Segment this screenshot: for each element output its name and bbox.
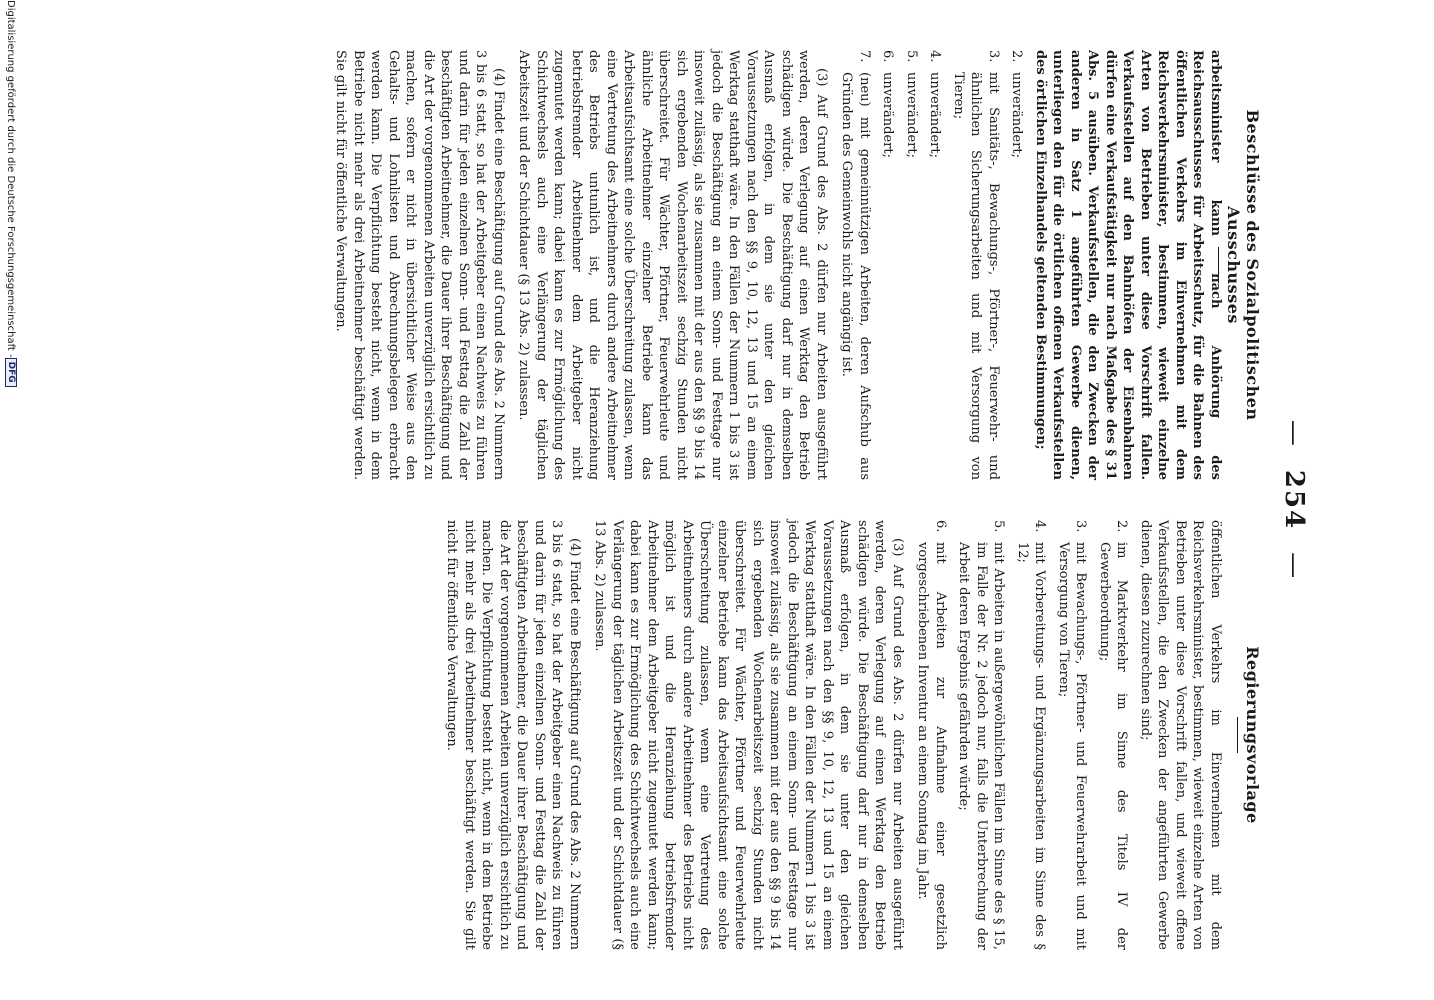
government-intro: öffentlichen Verkehrs im Einvernehmen mit dem Reichsverkehrsminister, bestimmen, wieweit einzelne Arten von Betrieben unter diese Vorschrift fallen, und wieweit offene Verkaufsstellen, die den Zwecken der angeführten Gewerbe dienen, diesen zuzurechnen sind; (1138, 520, 1223, 950)
government-item (1014, 520, 1049, 950)
item-text: unverändert; (1009, 72, 1025, 158)
committee-column (332, 50, 1224, 480)
item-number: 5. (904, 50, 919, 63)
government-column (443, 520, 1224, 950)
committee-column-heading: Beschlüsse des Sozialpolitischen Ausschusses (1218, 50, 1262, 480)
committee-item (879, 50, 897, 480)
item-number: 3. (986, 50, 1001, 63)
government-item (914, 520, 949, 950)
item-number: 6. (933, 520, 948, 533)
committee-paragraph-4: (4) Findet eine Beschäftigung auf Grund des Abs. 2 Nummern 3 bis 6 statt, so hat der Arbeitgeber einen Nachweis zu führen und darin für jeden einzelnen Sonn- und Festtag die Zahl der beschäftigten Arbeitnehmer, die Dauer ihrer Beschäftigung und die Art der vorgenommenen Arbeiten unverzüglich ersichtlich zu machen, sofern er nicht in übersichtlicher Weise aus den Gehalts- und Lohnlisten und Abrechnungsbelegen erbracht werden kann. Die Verpflichtung besteht nicht, wenn in dem Betriebe nicht mehr als drei Arbeitnehmer beschäftigt werden. Sie gilt nicht für öffentliche Verwaltungen. (333, 50, 506, 480)
item-text: mit Arbeiten in außergewöhnlichen Fällen im Sinne des § 15, im Falle der Nr. 2 jedoch nur, falls die Unterbrechung der Arbeit deren Ergebnis gefährden würde; (956, 542, 1007, 950)
item-number: 5. (991, 520, 1007, 533)
committee-item (950, 50, 1003, 480)
item-number: 3. (1073, 520, 1089, 533)
government-paragraph-3: (3) Auf Grund des Abs. 2 dürfen nur Arbeiten ausgeführt werden, deren Verlegung auf einen Werktag den Betrieb schädigen würde. Die Beschäftigung darf nur in demselben Ausmaß erfolgen, in dem sie unter den gleichen Voraussetzungen nach den §§ 9, 10, 12, 13 und 15 an einem Werktag statthaft wäre. In den Fällen der Nummern 1 bis 3 ist jedoch die Beschäftigung an einem Sonn- und Festtage nur insoweit zulässig, als sie zusammen mit der aus den §§ 9 bis 14 sich ergebenden Wochenarbeitszeit sechzig Stunden nicht überschreitet. Für Wächter, Pförtner und Feuerwehrleute einzelner Betriebe kann das Arbeitsaufsichtsamt eine solche Überschreitung zulassen, wenn eine Vertretung des Arbeitnehmers durch andere Arbeitnehmer des Betriebs nicht möglich ist und die Heranziehung betriebsfremder Arbeitnehmer dem Arbeitgeber nicht zugemutet werden kann; dabei kann es zur Ermöglichung des Schichtwechsels auch eine Verlängerung der täglichen Arbeitszeit und der Schichtdauer (§ 13 Abs. 2) zulassen. (592, 520, 905, 950)
item-text: mit Vorbereitungs- und Ergänzungsarbeiten im Sinne des § 12; (1015, 542, 1048, 950)
committee-item (903, 50, 921, 480)
credit-text: Digitalisierung gefördert durch die Deutsche Forschungsgemeinschaft - (5, 0, 17, 358)
committee-paragraph-3: (3) Auf Grund des Abs. 2 dürfen nur Arbeiten ausgeführt werden, deren Verlegung auf einen Werktag den Betrieb schädigen würde. Die Beschäftigung darf nur in demselben Ausmaß erfolgen, in dem sie unter den gleichen Voraussetzungen nach den §§ 9, 10, 12, 13 und 15 an einem Werktag statthaft wäre. In den Fällen der Nummern 1 bis 3 ist jedoch die Beschäftigung an einem Sonn- und Festtage nur insoweit zulässig, als sie zusammen mit der aus den §§ 9 bis 14 sich ergebenden Wochenarbeitszeit sechzig Stunden nicht überschreitet. Für Wächter, Pförtner, Feuerwehrleute und ähnliche Arbeitnehmer einzelner Betriebe kann das Arbeitsaufsichtsamt eine solche Überschreitung zulassen, wenn eine Vertretung des Arbeitnehmers durch andere Arbeitnehmer des Betriebs untunlich ist, und die Heranziehung betriebsfremder Arbeitnehmer dem Arbeitgeber nicht zugemutet werden kann; dabei kann es zur Ermöglichung des Schichtwechsels auch eine Verlängerung der täglichen Arbeitszeit und der Schichtdauer (§ 13 Abs. 2) zulassen. (516, 50, 829, 480)
item-number: 6. (880, 50, 896, 63)
dfg-logo: DFG (5, 358, 17, 387)
item-text: unverändert; (927, 72, 943, 158)
item-number: 7. (857, 50, 872, 63)
digitization-credit (0, 0, 22, 1000)
page-number: 254 (1279, 469, 1309, 531)
committee-item-list (838, 50, 1026, 480)
item-text: im Marktverkehr im Sinne des Titels IV der Gewerbeordnung; (1097, 542, 1130, 950)
item-text: (neu) mit gemeinnützigen Arbeiten, deren Aufschub aus Gründen des Gemeinwohls nicht angängig ist. (839, 72, 872, 480)
item-number: 4. (927, 50, 943, 63)
committee-item (1008, 50, 1026, 480)
committee-item (838, 50, 873, 480)
government-paragraph-4: (4) Findet eine Beschäftigung auf Grund des Abs. 2 Nummern 3 bis 6 statt, so hat der Arbeitgeber einen Nachweis zu führen und darin für jeden einzelnen Sonn- und Festtag die Zahl der beschäftigten Arbeitnehmer, die Dauer ihrer Beschäftigung und die Art der vorgenommenen Arbeiten unverzüglich ersichtlich zu machen. Die Verpflichtung besteht nicht, wenn in dem Betriebe nicht mehr als drei Arbeitnehmer beschäftigt werden. Sie gilt nicht für öffentliche Verwaltungen. (444, 520, 582, 950)
item-number: 2. (1114, 520, 1130, 533)
item-number: 2. (1009, 50, 1025, 63)
item-number: 4. (1032, 520, 1048, 533)
government-item (955, 520, 1008, 950)
committee-intro: arbeitsminister kann nach Anhörung des Reichsausschusses für Arbeitsschutz, für die Bahnen des öffentlichen Verkehrs im Einvernehmen mit dem Reichsverkehrsminister, bestimmen, wieweit einzelne Arten von Betrieben unter diese Vorschrift fallen. Verkaufsstellen auf den Bahnhöfen der Eisenbahnen dürfen eine Verkaufstätigkeit nur nach Maßgabe des § 31 Abs. 5 ausüben. Verkaufsstellen, die den Zwecken der anderen in Satz 1 angeführten Gewerbe dienen, unterliegen den für die örtlichen offenen Verkaufsstellen des örtlichen Einzelhandels geltenden Bestimmungen; (1033, 50, 1223, 480)
government-item-list (914, 520, 1131, 950)
item-text: mit Sanitäts-, Bewachungs-, Pförtner-, Feuerwehr- und ähnlichen Sicherungsarbeiten und mit Versorgung von Tieren; (951, 72, 1001, 480)
government-column-heading: Regierungsvorlage (1237, 520, 1262, 950)
government-item (1055, 520, 1090, 950)
item-text: unverändert; (880, 72, 896, 158)
item-text: mit Bewachungs-, Pförtner- und Feuerwehrarbeit und mit Versorgung von Tieren; (1056, 542, 1089, 950)
heading-rule (1237, 717, 1238, 753)
page-number-header: —254— (1279, 419, 1309, 581)
government-item (1096, 520, 1131, 950)
item-text: unverändert; (904, 72, 919, 158)
item-text: mit Arbeiten zur Aufnahme einer gesetzlich vorgeschriebenen Inventur an einem Sonntag im Jahr. (915, 542, 948, 950)
committee-item (926, 50, 944, 480)
